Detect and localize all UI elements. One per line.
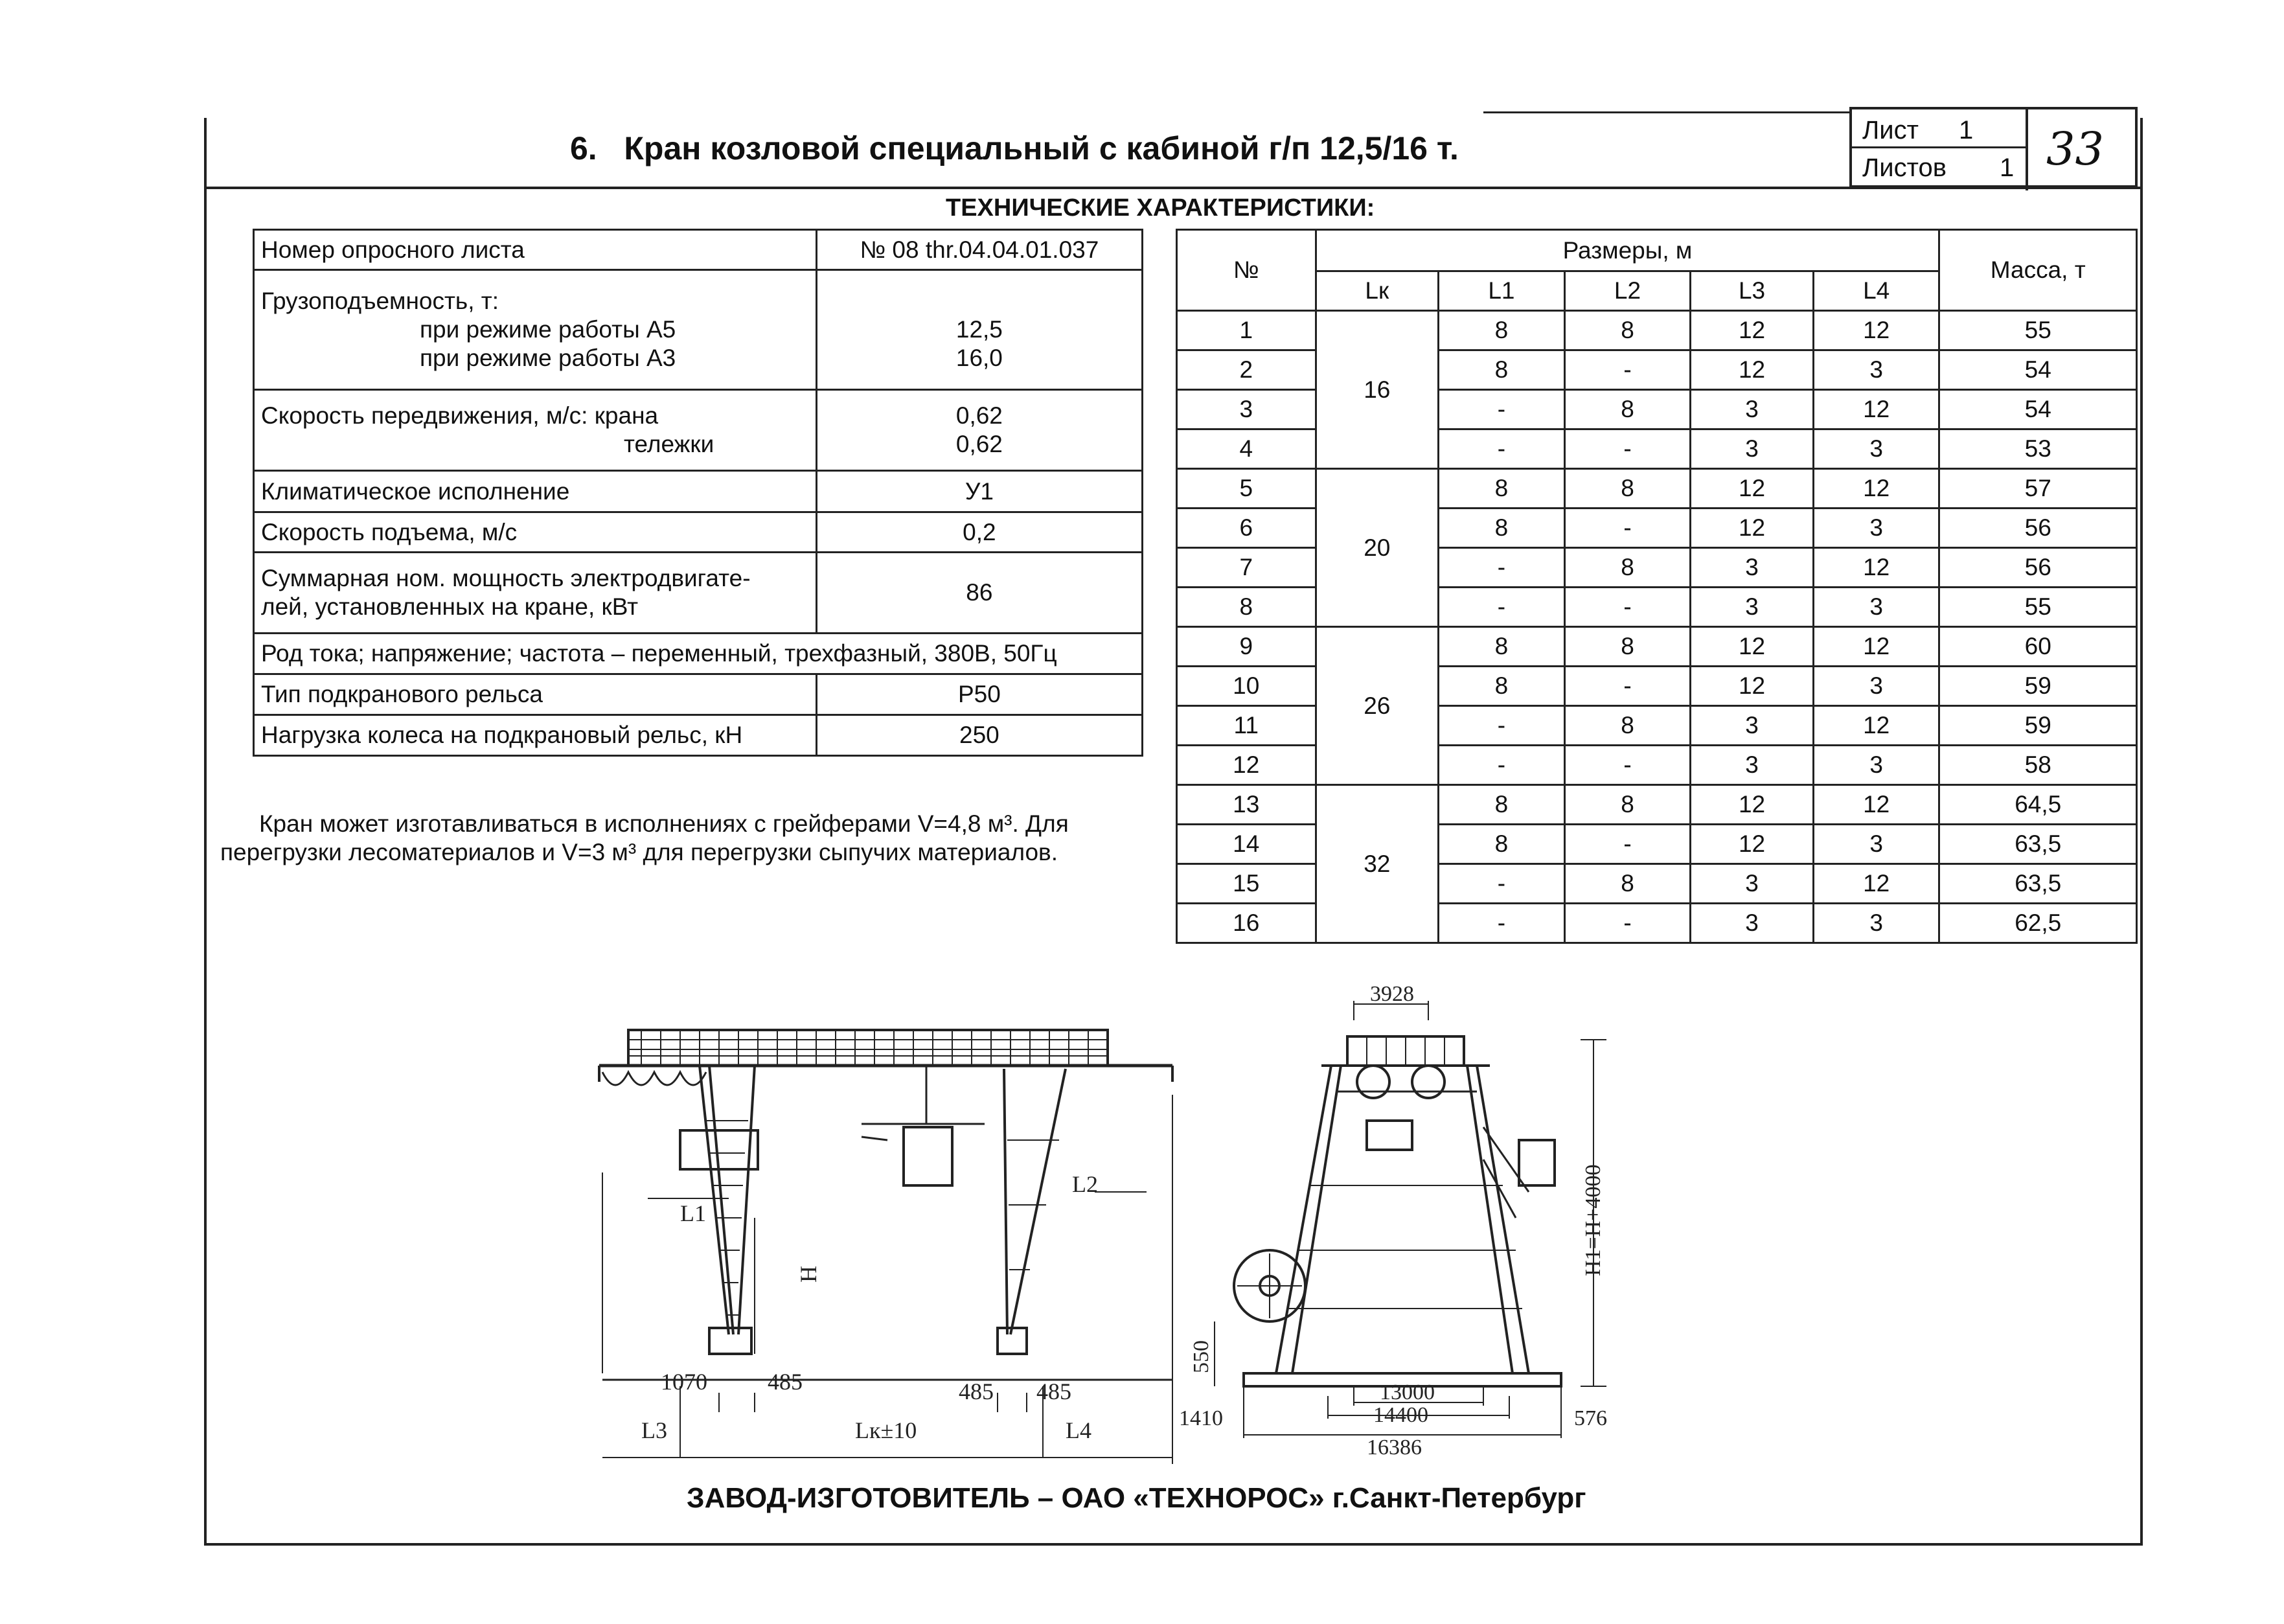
table-row	[254, 674, 1143, 715]
sheets-label: Листов	[1862, 154, 1947, 182]
lk-value: 16	[1316, 311, 1439, 469]
l4-value: 3	[1813, 509, 1939, 548]
l3-value: 12	[1691, 785, 1814, 825]
dim-l4: L4	[1066, 1417, 1091, 1443]
dim-3928: 3928	[1370, 982, 1414, 1006]
page-title	[570, 130, 1459, 167]
spec-value: 0,62	[955, 431, 1003, 457]
table-row	[254, 471, 1143, 512]
crane-side-view	[1179, 978, 1710, 1470]
dim-l2: L2	[1072, 1171, 1098, 1197]
lk-value: 32	[1316, 785, 1439, 943]
spec-label: Род тока; напряжение; частота – переменный, трехфазный, 380В, 50Гц	[254, 634, 1143, 674]
l1-value: 8	[1439, 667, 1565, 706]
header-mass: Масса, т	[1939, 230, 2137, 311]
spec-label: Суммарная ном. мощность электродвигате-	[261, 565, 751, 591]
sheet-label: Лист	[1862, 116, 1919, 144]
spec-value: 0,62	[955, 402, 1003, 429]
row-number: 13	[1177, 785, 1316, 825]
l4-value: 12	[1813, 785, 1939, 825]
spec-label: Климатическое исполнение	[254, 471, 817, 512]
l3-value: 3	[1691, 390, 1814, 429]
spec-label: Нагрузка колеса на подкрановый рельс, кН	[254, 715, 817, 756]
l2-value: -	[1564, 429, 1691, 469]
spec-label: лей, установленных на кране, кВт	[261, 593, 639, 620]
header-num: №	[1177, 230, 1316, 311]
l4-value: 12	[1813, 390, 1939, 429]
l1-value: 8	[1439, 311, 1565, 350]
row-number: 5	[1177, 469, 1316, 509]
dim-14400: 14400	[1373, 1403, 1428, 1427]
spec-value: 86	[816, 553, 1142, 634]
l2-value: -	[1564, 825, 1691, 864]
title-text: Кран козловой специальный с кабиной г/п 12,5/16 т.	[624, 130, 1459, 166]
spec-value: 12,5	[955, 316, 1003, 343]
l2-value: -	[1564, 350, 1691, 390]
l3-value: 3	[1691, 706, 1814, 746]
row-number: 15	[1177, 864, 1316, 904]
l4-value: 3	[1813, 588, 1939, 627]
mass-value: 62,5	[1939, 904, 2137, 943]
note	[220, 810, 1159, 867]
l2-value: 8	[1564, 627, 1691, 667]
dim-16386: 16386	[1367, 1435, 1422, 1459]
crane-front-view	[583, 1011, 1185, 1464]
dim-l1: L1	[680, 1200, 706, 1226]
dim-lk: Lк±10	[855, 1417, 917, 1443]
row-number: 2	[1177, 350, 1316, 390]
l4-value: 12	[1813, 706, 1939, 746]
l3-value: 12	[1691, 469, 1814, 509]
lk-value: 26	[1316, 627, 1439, 785]
l1-value: -	[1439, 588, 1565, 627]
spec-label: Грузоподъемность, т:	[261, 288, 499, 314]
l4-value: 3	[1813, 350, 1939, 390]
l3-value: 3	[1691, 746, 1814, 785]
mass-value: 53	[1939, 429, 2137, 469]
spec-value: 0,2	[816, 512, 1142, 553]
row-number: 11	[1177, 706, 1316, 746]
l1-value: 8	[1439, 509, 1565, 548]
row-number: 7	[1177, 548, 1316, 588]
l3-value: 12	[1691, 311, 1814, 350]
spec-sublabel: при режиме работы А3	[420, 345, 676, 371]
mass-value: 63,5	[1939, 864, 2137, 904]
dim-l3: L3	[641, 1417, 667, 1443]
table-row	[254, 230, 1143, 270]
l1-value: -	[1439, 904, 1565, 943]
header-top-line	[1483, 111, 1849, 113]
l4-value: 12	[1813, 627, 1939, 667]
mass-value: 59	[1939, 667, 2137, 706]
header-l1: L1	[1439, 271, 1565, 311]
l1-value: -	[1439, 746, 1565, 785]
l3-value: 3	[1691, 864, 1814, 904]
spec-value: № 08 thr.04.04.01.037	[816, 230, 1142, 270]
l3-value: 3	[1691, 588, 1814, 627]
table-row	[254, 512, 1143, 553]
l1-value: -	[1439, 390, 1565, 429]
spec-value: 16,0	[955, 345, 1003, 371]
mass-value: 56	[1939, 548, 2137, 588]
l4-value: 3	[1813, 825, 1939, 864]
mass-value: 54	[1939, 350, 2137, 390]
header-l3: L3	[1691, 271, 1814, 311]
table-row	[254, 270, 1143, 390]
table-row	[1177, 469, 2137, 509]
l3-value: 12	[1691, 825, 1814, 864]
row-number: 1	[1177, 311, 1316, 350]
spec-value: У1	[816, 471, 1142, 512]
table-row	[254, 553, 1143, 634]
dim-485-a: 485	[768, 1369, 803, 1395]
row-number: 12	[1177, 746, 1316, 785]
spec-label: Скорость передвижения, м/с: крана	[261, 402, 659, 429]
dimensions-table	[1176, 229, 2138, 944]
mass-value: 59	[1939, 706, 2137, 746]
l4-value: 3	[1813, 746, 1939, 785]
row-number: 6	[1177, 509, 1316, 548]
l3-value: 12	[1691, 509, 1814, 548]
note-line: Кран может изготавливаться в исполнениях с грейферами V=4,8 м³. Для	[259, 810, 1069, 837]
l1-value: 8	[1439, 825, 1565, 864]
page-number: 33	[2046, 122, 2105, 176]
l2-value: 8	[1564, 706, 1691, 746]
l4-value: 3	[1813, 429, 1939, 469]
l3-value: 12	[1691, 667, 1814, 706]
hoist	[904, 1127, 952, 1185]
l2-value: -	[1564, 904, 1691, 943]
l4-value: 12	[1813, 469, 1939, 509]
dim-576: 576	[1574, 1406, 1607, 1430]
spec-label: Номер опросного листа	[254, 230, 817, 270]
table-row	[254, 390, 1143, 471]
row-number: 16	[1177, 904, 1316, 943]
l1-value: 8	[1439, 627, 1565, 667]
l1-value: -	[1439, 429, 1565, 469]
row-number: 14	[1177, 825, 1316, 864]
l3-value: 3	[1691, 548, 1814, 588]
l2-value: 8	[1564, 548, 1691, 588]
l1-value: -	[1439, 706, 1565, 746]
mass-value: 63,5	[1939, 825, 2137, 864]
l2-value: 8	[1564, 785, 1691, 825]
l2-value: -	[1564, 667, 1691, 706]
l2-value: -	[1564, 746, 1691, 785]
l1-value: -	[1439, 548, 1565, 588]
mass-value: 56	[1939, 509, 2137, 548]
spec-sublabel: при режиме работы А5	[420, 316, 676, 343]
note-line: перегрузки лесоматериалов и V=3 м³ для перегрузки сыпучих материалов.	[220, 839, 1058, 865]
sheets-value: 1	[2000, 154, 2015, 182]
dim-h1: H1=H+4000	[1581, 1164, 1605, 1276]
dim-13000: 13000	[1380, 1380, 1435, 1404]
l2-value: 8	[1564, 469, 1691, 509]
dim-550: 550	[1189, 1340, 1213, 1373]
manufacturer-footer: ЗАВОД-ИЗГОТОВИТЕЛЬ – ОАО «ТЕХНОРОС» г.Санкт-Петербург	[687, 1482, 1586, 1514]
specs-table	[253, 229, 1143, 757]
l4-value: 12	[1813, 548, 1939, 588]
drum	[1357, 1066, 1389, 1098]
l2-value: -	[1564, 588, 1691, 627]
l4-value: 3	[1813, 667, 1939, 706]
table-row	[1177, 627, 2137, 667]
l4-value: 12	[1813, 864, 1939, 904]
title-number: 6.	[570, 130, 597, 166]
row-number: 8	[1177, 588, 1316, 627]
row-number: 9	[1177, 627, 1316, 667]
lk-value: 20	[1316, 469, 1439, 627]
l1-value: 8	[1439, 785, 1565, 825]
drum	[1412, 1066, 1445, 1098]
spec-label: Скорость подъема, м/с	[254, 512, 817, 553]
dim-485-b: 485	[959, 1378, 994, 1404]
l2-value: 8	[1564, 311, 1691, 350]
l1-value: 8	[1439, 350, 1565, 390]
mass-value: 58	[1939, 746, 2137, 785]
l4-value: 12	[1813, 311, 1939, 350]
table-row	[254, 634, 1143, 674]
l2-value: 8	[1564, 390, 1691, 429]
row-number: 4	[1177, 429, 1316, 469]
mass-value: 57	[1939, 469, 2137, 509]
header-sizes: Размеры, м	[1316, 230, 1939, 271]
mass-value: 54	[1939, 390, 2137, 429]
row-number: 10	[1177, 667, 1316, 706]
table-row	[254, 715, 1143, 756]
sheet-stamp	[1849, 107, 2138, 188]
l1-value: 8	[1439, 469, 1565, 509]
dim-1410: 1410	[1179, 1406, 1223, 1430]
spec-sublabel: тележки	[624, 431, 714, 457]
mass-value: 60	[1939, 627, 2137, 667]
l3-value: 3	[1691, 904, 1814, 943]
l3-value: 12	[1691, 627, 1814, 667]
dim-485-c: 485	[1036, 1378, 1071, 1404]
header-l2: L2	[1564, 271, 1691, 311]
l4-value: 3	[1813, 904, 1939, 943]
l1-value: -	[1439, 864, 1565, 904]
mass-value: 64,5	[1939, 785, 2137, 825]
mass-value: 55	[1939, 311, 2137, 350]
table-row	[1177, 785, 2137, 825]
l3-value: 12	[1691, 350, 1814, 390]
table-row	[1177, 311, 2137, 350]
dim-1070: 1070	[661, 1369, 707, 1395]
l2-value: -	[1564, 509, 1691, 548]
mass-value: 55	[1939, 588, 2137, 627]
dim-h: H	[795, 1266, 821, 1283]
row-number: 3	[1177, 390, 1316, 429]
spec-value: 250	[816, 715, 1142, 756]
spec-value: Р50	[816, 674, 1142, 715]
header-lk: Lк	[1316, 271, 1439, 311]
spec-label: Тип подкранового рельса	[254, 674, 817, 715]
header-l4: L4	[1813, 271, 1939, 311]
l2-value: 8	[1564, 864, 1691, 904]
sheet-value: 1	[1959, 116, 1974, 144]
l3-value: 3	[1691, 429, 1814, 469]
section-title: ТЕХНИЧЕСКИЕ ХАРАКТЕРИСТИКИ:	[946, 194, 1375, 222]
